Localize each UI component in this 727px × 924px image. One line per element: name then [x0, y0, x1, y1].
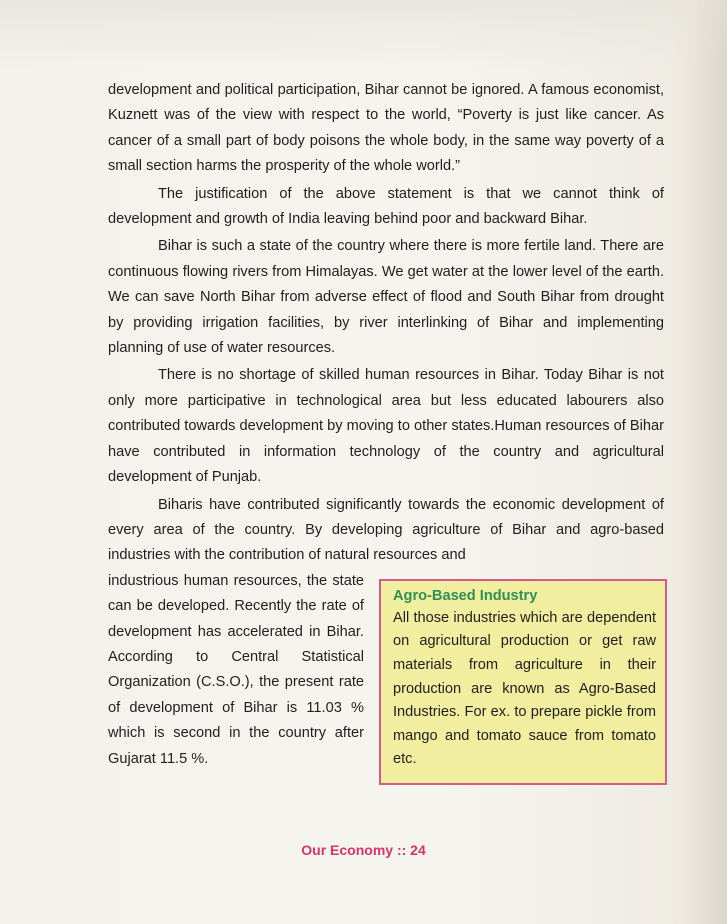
box-text: All those industries which are dependent on agricultural production or get raw materials from agriculture in their production are known as Agro-Based Industries. For ex. to prepare pickle from mango and tomato sauce from tomato etc.: [393, 609, 656, 768]
text-column: [108, 78, 664, 772]
paragraph-2: The justification of the above statement is that we cannot think of development and growth of India leaving behind poor and backward Bihar.: [108, 185, 664, 228]
page-footer: Our Economy :: 24: [301, 842, 426, 858]
paragraph-5: Biharis have contributed significantly towards the economic development of every area of the country. By developing agriculture of Bihar and agro-based industries with the contribution of natural resources and: [108, 496, 664, 564]
paragraph-4: There is no shortage of skilled human resources in Bihar. Today Bihar is not only more participative in technological area but less educated labourers also contributed towards development by moving to other states.Human resources of Bihar have contributed in information technology of the country and agricultural development of Punjab.: [108, 367, 664, 486]
paragraph-3: Bihar is such a state of the country where there is more fertile land. There are continuous flowing rivers from Himalayas. We get water at the lower level of the earth. We can save North Bihar from adverse effect of flood and South Bihar from drought by providing irrigation facilities, by river interlinking of Bihar and implementing planning of use of water resources.: [108, 238, 664, 357]
split-section: [108, 569, 664, 772]
agro-based-industry-box: [379, 579, 667, 785]
paragraph-5-continued: industrious human resources, the state can be developed. Recently the rate of development has accelerated in Bihar. According to Central Statistical Organization (C.S.O.), the present rate of development of Bihar is 11.03 % which is second in the country after Gujarat 11.5 %.: [108, 572, 364, 767]
scan-shade: [0, 0, 727, 70]
paragraph-1: development and political participation, Bihar cannot be ignored. A famous economist, Kuznett was of the view with respect to the world, “Poverty is just like cancer. As cancer of a small part of body poisons the whole body, in the same way poverty of a small section harms the prosperity of the whole world.”: [108, 82, 664, 175]
page-edge-shadow: [687, 0, 727, 924]
box-title: Agro-Based Industry: [393, 587, 538, 604]
